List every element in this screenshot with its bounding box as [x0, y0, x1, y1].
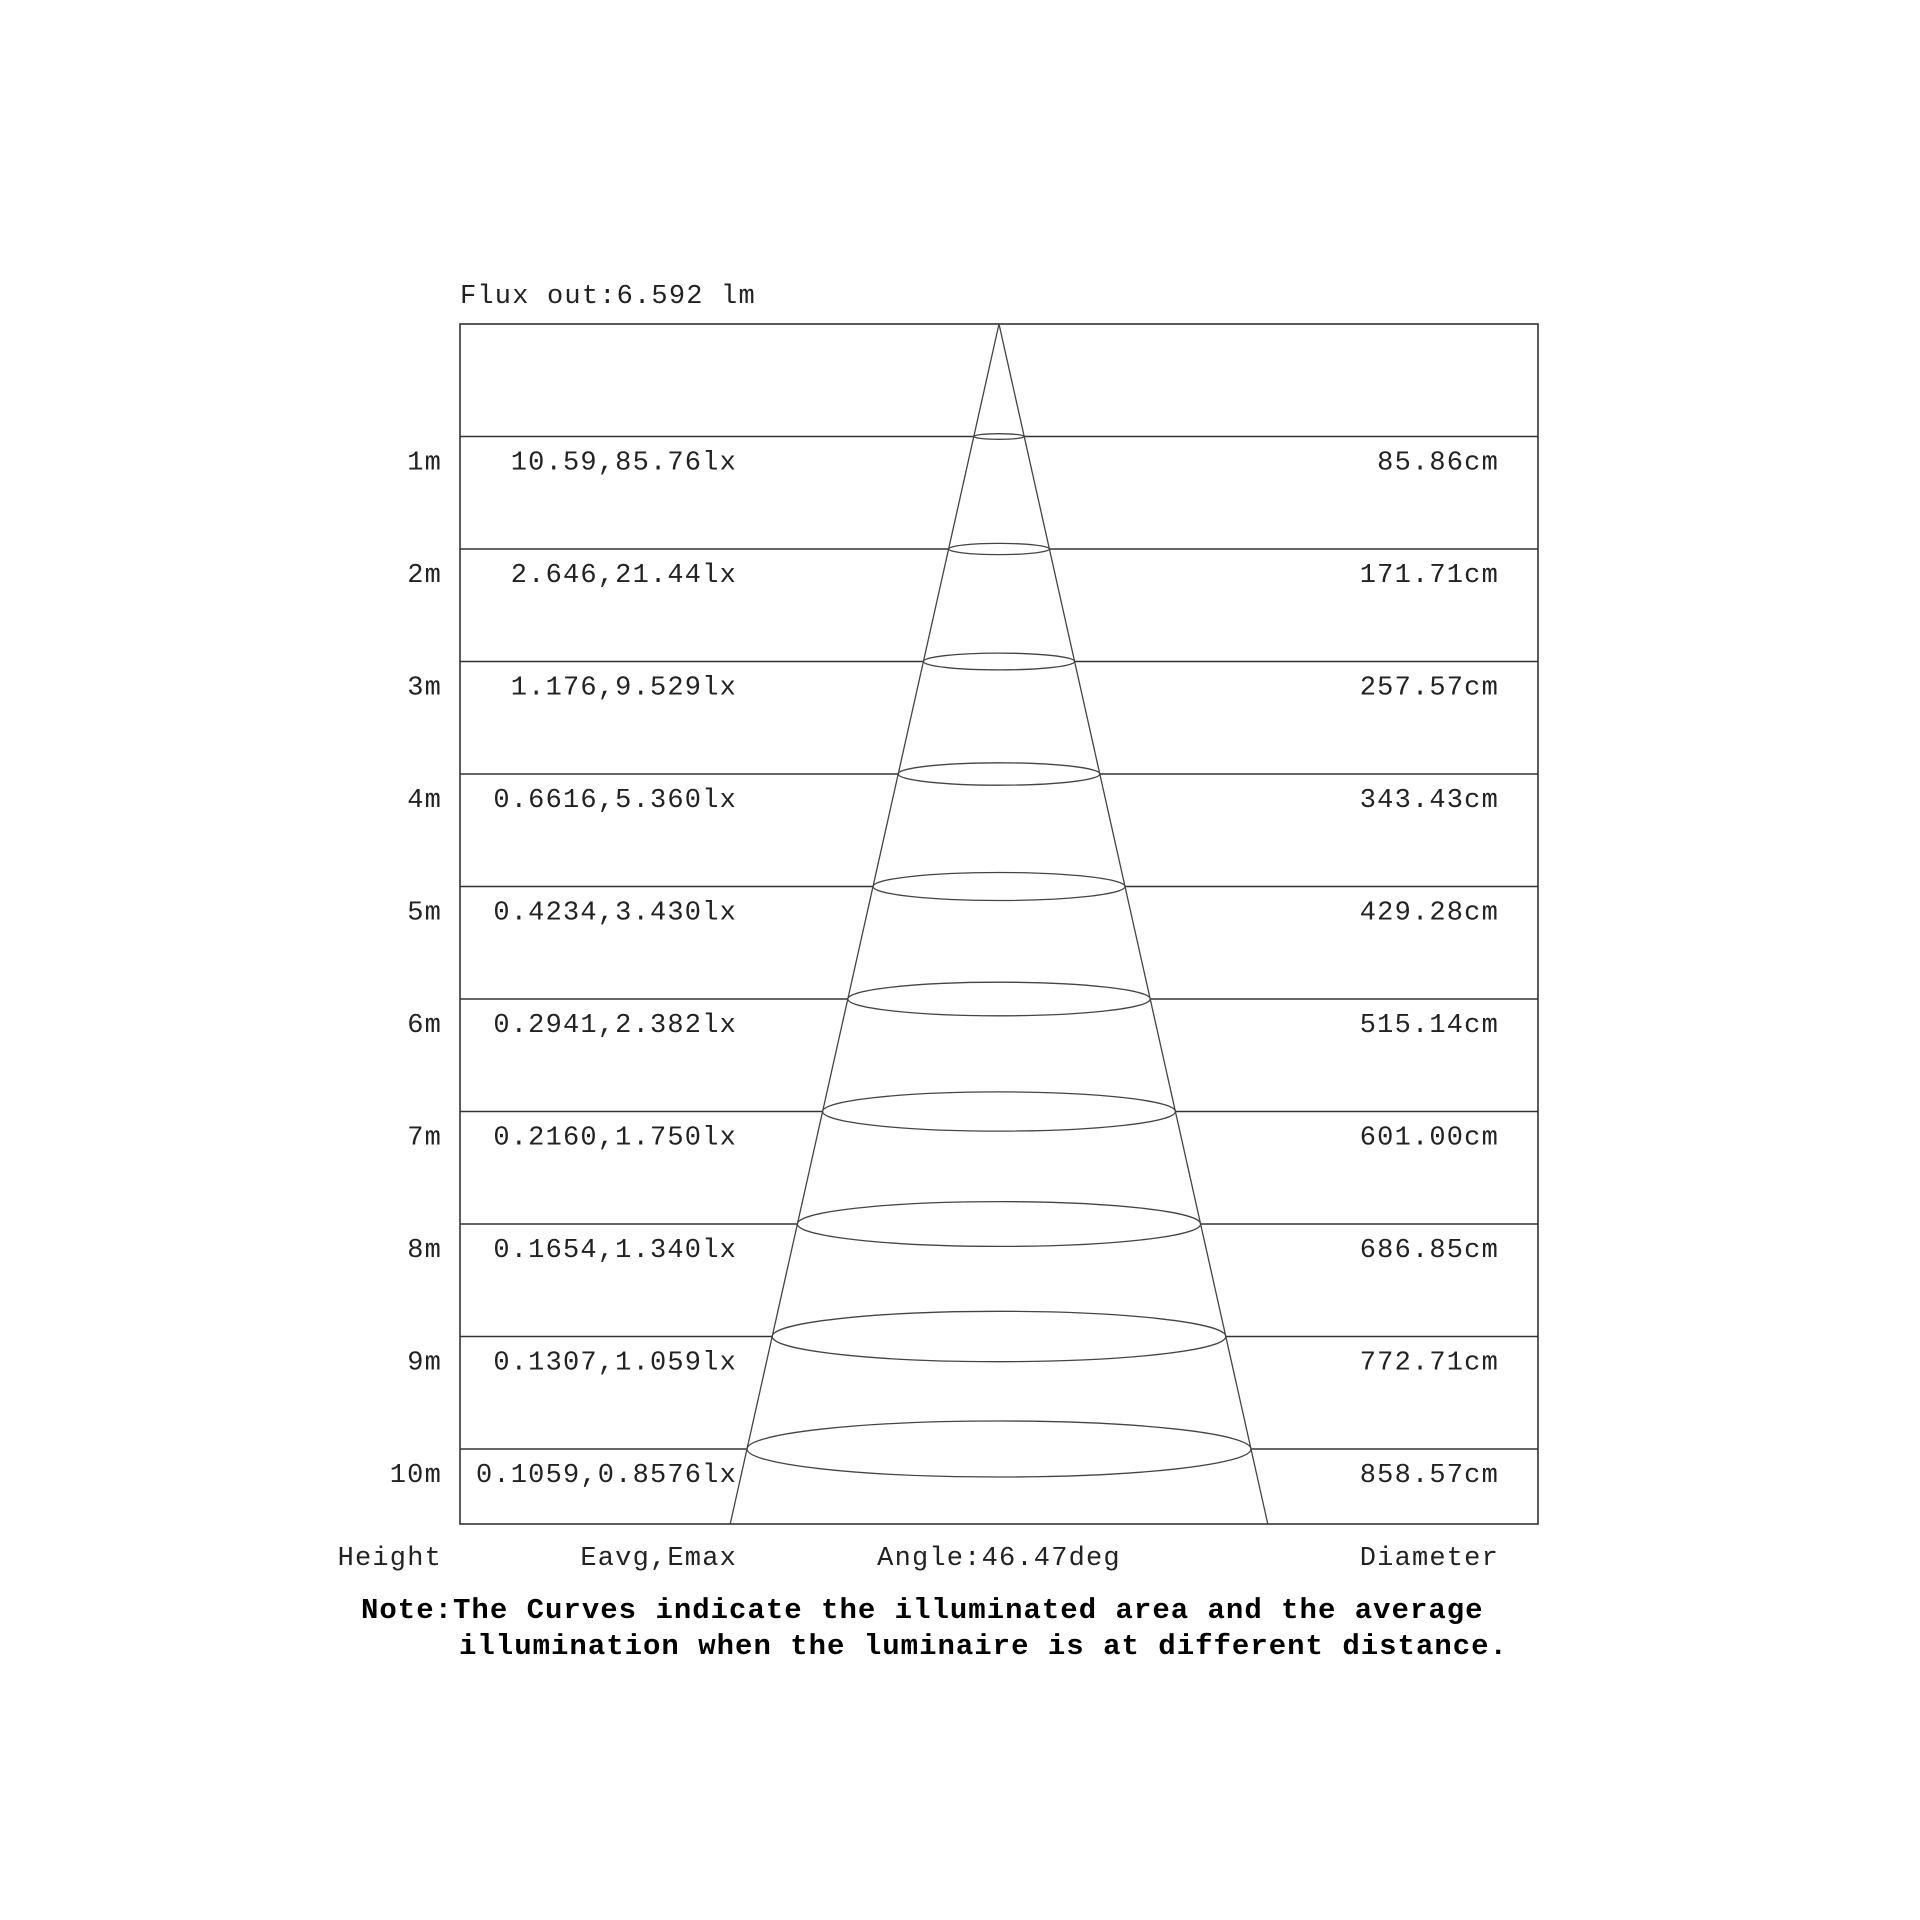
row-diameter-label: 429.28cm: [1359, 898, 1499, 929]
beam-ellipse: [873, 873, 1125, 901]
row-eavg-emax-label: 2.646,21.44lx: [510, 561, 737, 591]
row-height-label: 5m: [407, 898, 442, 929]
row-eavg-emax-label: 0.2941,2.382lx: [493, 1011, 737, 1041]
beam-edge-left: [730, 324, 999, 1524]
angle-label: Angle:46.47deg: [877, 1544, 1121, 1574]
beam-ellipse: [747, 1421, 1251, 1477]
row-height-label: 8m: [407, 1236, 442, 1266]
diameter-column-label: Diameter: [1359, 1544, 1499, 1574]
beam-edge-right: [999, 324, 1268, 1524]
row-diameter-label: 515.14cm: [1359, 1011, 1499, 1041]
row-diameter-label: 257.57cm: [1359, 673, 1499, 704]
note-line-1: Note:The Curves indicate the illuminated area and the average: [361, 1594, 1484, 1627]
beam-ellipses: [747, 434, 1251, 1477]
row-height-label: 9m: [407, 1348, 442, 1379]
row-diameter-label: 85.86cm: [1377, 448, 1499, 479]
row-height-label: 1m: [407, 448, 442, 479]
row-diameter-label: 171.71cm: [1359, 561, 1499, 591]
row-diameter-label: 858.57cm: [1359, 1461, 1499, 1491]
row-eavg-emax-label: 0.2160,1.750lx: [493, 1123, 737, 1154]
row-eavg-emax-label: 0.6616,5.360lx: [493, 786, 737, 816]
note-line-2: illumination when the luminaire is at different distance.: [459, 1630, 1508, 1663]
beam-ellipse: [823, 1092, 1176, 1131]
beam-ellipse: [848, 982, 1150, 1016]
beam-ellipse: [949, 543, 1050, 554]
row-eavg-emax-label: 10.59,85.76lx: [510, 448, 737, 479]
flux-label: Flux out:6.592 lm: [460, 282, 756, 312]
row-height-label: 10m: [389, 1461, 442, 1491]
row-diameter-label: 772.71cm: [1359, 1348, 1499, 1379]
row-eavg-emax-label: 0.4234,3.430lx: [493, 898, 737, 929]
row-height-label: 2m: [407, 561, 442, 591]
beam-ellipse: [797, 1202, 1200, 1247]
row-eavg-emax-label: 1.176,9.529lx: [510, 673, 737, 704]
beam-ellipse: [923, 653, 1074, 670]
row-height-label: 3m: [407, 673, 442, 704]
row-eavg-emax-label: 0.1059,0.8576lx: [475, 1461, 737, 1491]
row-eavg-emax-label: 0.1654,1.340lx: [493, 1236, 737, 1266]
row-height-label: 6m: [407, 1011, 442, 1041]
row-height-label: 7m: [407, 1123, 442, 1154]
row-eavg-emax-label: 0.1307,1.059lx: [493, 1348, 737, 1379]
row-diameter-label: 601.00cm: [1359, 1123, 1499, 1154]
beam-ellipse: [898, 763, 1100, 785]
beam-ellipse: [974, 434, 1024, 440]
row-diameter-label: 343.43cm: [1359, 786, 1499, 816]
row-labels: [390, 449, 1499, 1492]
row-height-label: 4m: [407, 786, 442, 816]
eavg-column-label: Eavg,Emax: [580, 1544, 737, 1574]
beam-cone: [730, 324, 1268, 1524]
row-diameter-label: 686.85cm: [1359, 1236, 1499, 1266]
height-column-label: Height: [337, 1544, 442, 1574]
beam-ellipse: [772, 1311, 1226, 1361]
